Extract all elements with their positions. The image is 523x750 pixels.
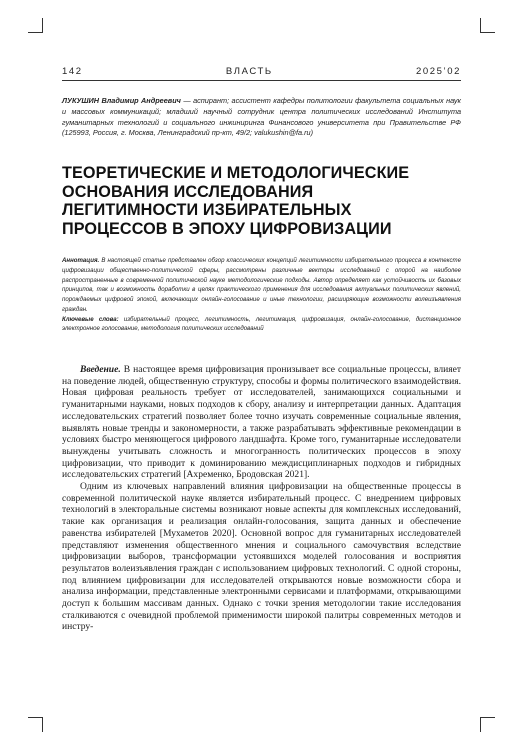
header-rule [62,80,461,81]
author-name: ЛУКУШИН Владимир Андреевич [62,96,181,105]
title-line: ПРОЦЕССОВ В ЭПОХУ ЦИФРОВИЗАЦИИ [62,219,392,238]
author-affiliation: — аспирант; ассистент кафедры политологии факультета социальных наук и массовых коммуникаций; младший научный сотрудник центра политических исследований Института гуманитарных технологий и социального инжиниринга Финансового университета при Правительстве РФ (125993, Россия, г. Москва, Ленинградский пр-кт, 49/2; valukushin@fa.ru) [62,96,461,138]
title-line: ЛЕГИТИМНОСТИ ИЗБИРАТЕЛЬНЫХ [62,201,352,220]
author-info [62,96,461,139]
crop-mark-top-left [28,18,43,33]
keywords-text: избирательный процесс, легитимность, легитимация, цифровизация, онлайн-голосование, дистанционное электронное голосование, методология политических исследований [62,315,462,333]
running-header [62,66,461,77]
abstract-paragraph [62,256,461,315]
body-paragraph: Одним из ключевых направлений влияния цифровизации на общественные процессы в современной политической науке является избирательный процесс. С внедрением цифровых технологий в электоральные системы возникают новые аспекты для комплексных исследований, такие как организация и реализация онлайн-голосования, защита данных и обеспечение равенства избирателей [Мухаметов 2020]. Основной вопрос для гуманитарных исследователей представляют изменения общественного мнения и социального самочувствия вследствие цифровизации выборов, трансформации устоявшихся моделей голосования и восприятия результатов волеизъявления граждан с использованием цифровых технологий. С одной стороны, под влиянием цифровизации для исследователей открываются новые возможности сбора и анализа информации, представленные электронными сервисами и платформами, открывающими доступ к большим массивам данных. Однако с точки зрения методологии такие исследования сталкиваются с очевидной проблемой применимости широкой палитры современных методов и инстру- [62,481,461,633]
title-line: ТЕОРЕТИЧЕСКИЕ И МЕТОДОЛОГИЧЕСКИЕ [62,164,410,182]
crop-mark-bottom-right [480,717,495,732]
title-line: ОСНОВАНИЯ ИССЛЕДОВАНИЯ [62,182,314,201]
crop-mark-bottom-left [28,717,43,732]
paragraph-text: В настоящее время цифровизация пронизывает все социальные процессы, влияет на поведение людей, общественную структуру, способы и формы политического взаимодействия. Новая цифровая реальность требует от исследователей, занимающихся социальными и гуманитарными науками, новых подходов к сбору, анализу и интерпретации данных. Адаптация исследовательских стратегий позволяет более точно изучать современные социальные явления, выявлять новые тренды и закономерности, а также разрабатывать эффективные рекомендации в условиях быстро меняющегося цифрового ландшафта. Кроме того, гуманитарные исследователи вынуждены учитывать сложность и многогранность политических процессов в эпоху цифровизации, что приводит к доминированию междисциплинарных подходов и гибридных исследовательских стратегий [Ахременко, Бродовская 2021]. [62,364,461,481]
abstract-text: В настоящей статье представлен обзор классических концепций легитимности избирательного процесса в контексте цифровизации общественно-политической сферы, рассмотрены различные векторы исследований с опорой на наиболее распространенные в современной политической науке методологические подходы. Автор определяет как устойчивость их базовых принципов, так и возможность доработки в целях практического применения для исследования актуальных политических явлений, порождаемых цифровой эпохой, включающих онлайн-голосование и иные технологии, расширяющие возможности волеизъявления граждан. [62,257,461,313]
body-paragraph [62,364,461,481]
keywords-paragraph [62,315,461,335]
article-title [62,164,461,238]
keywords-label: Ключевые слова: [62,315,119,323]
intro-label: Введение. [80,364,121,375]
article-body [62,364,461,633]
issue-number: 2025’02 [415,66,461,77]
crop-mark-top-right [480,18,495,33]
page-number: 142 [62,66,83,77]
abstract-label: Аннотация. [62,257,100,264]
journal-name: ВЛАСТЬ [225,66,273,77]
abstract-block [62,256,461,334]
